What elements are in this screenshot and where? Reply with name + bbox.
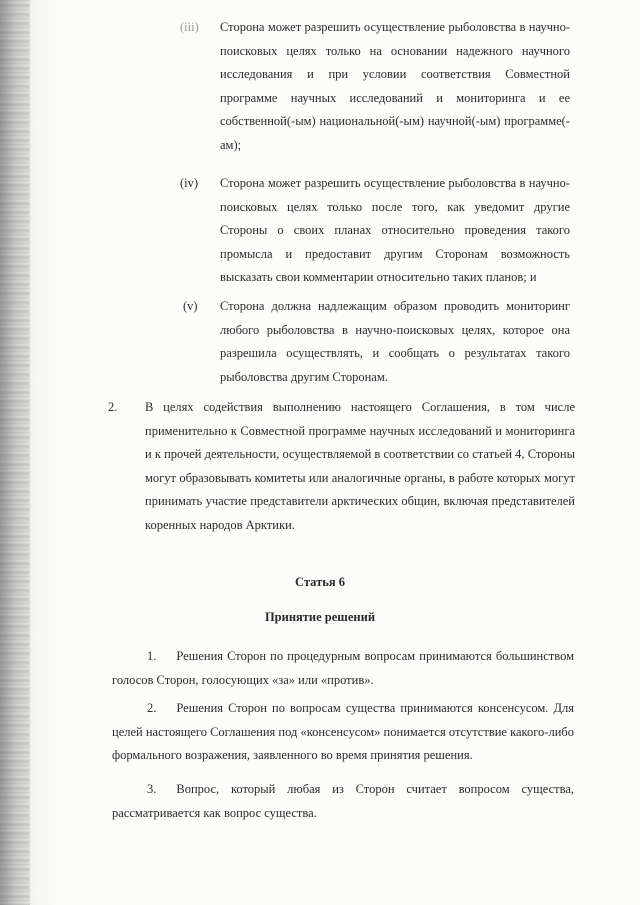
subitem-label-iii: (iii): [180, 20, 199, 34]
item-number-2: 2.: [108, 400, 118, 414]
item-text-2: В целях содействия выполнению настоящего Соглашения, в том числе применительно к Совместной программе научных исследований и мониторинга и к прочей деятельности, осуществляемой в соответствии со статьей 4, Стороны могут образовывать комитеты или аналогичные органы, в работе которых могут принимать участие представители арктических общин, включая представителей коренных народов Арктики.: [145, 400, 575, 532]
subitem-text-v: Сторона должна надлежащим образом проводить мониторинг любого рыболовства в научно-поисковых целях, которое она разрешила осуществлять, и сообщать о результатах такого рыболовства другим Сторонам.: [220, 299, 570, 384]
article-paragraph-2-number: 2.: [147, 701, 157, 715]
article-title: Принятие решений: [264, 610, 376, 624]
article-number: Статья 6: [295, 575, 345, 589]
article-paragraph-1-text: Решения Сторон по процедурным вопросам принимаются большинством голосов Сторон, голосующих «за» или «против».: [112, 649, 574, 687]
article-paragraph-1-number: 1.: [147, 649, 157, 663]
article-paragraph-3: [112, 778, 574, 825]
subitem-text-iv: Сторона может разрешить осуществление рыболовства в научно-поисковых целях только после того, как уведомит другие Стороны о своих планах относительно проведения такого промысла и предоставит другим Сторонам возможность высказать свои комментарии относительно таких планов; и: [220, 176, 570, 284]
article-paragraph-3-text: Вопрос, который любая из Сторон считает вопросом существа, рассматривается как вопрос существа.: [112, 782, 574, 820]
article-paragraph-3-number: 3.: [147, 782, 157, 796]
article-paragraph-1: [112, 645, 574, 692]
article-paragraph-2-text: Решения Сторон по вопросам существа принимаются консенсусом. Для целей настоящего Соглашения под «консенсусом» понимается отсутствие какого-либо формального возражения, заявленного во время принятия решения.: [112, 701, 574, 762]
subitem-label-iv: (iv): [180, 176, 199, 190]
subitem-text-iii: Сторона может разрешить осуществление рыболовства в научно-поисковых целях только на основании надежного научного исследования и при условии соответствия Совместной программе научных исследований и мониторинга и ее собственной(-ым) национальной(-ым) научной(-ым) программе(-ам);: [220, 20, 570, 152]
subitem-label-v: (v): [183, 299, 198, 313]
scan-edge-noise: [0, 0, 30, 905]
article-paragraph-2: [112, 697, 574, 768]
